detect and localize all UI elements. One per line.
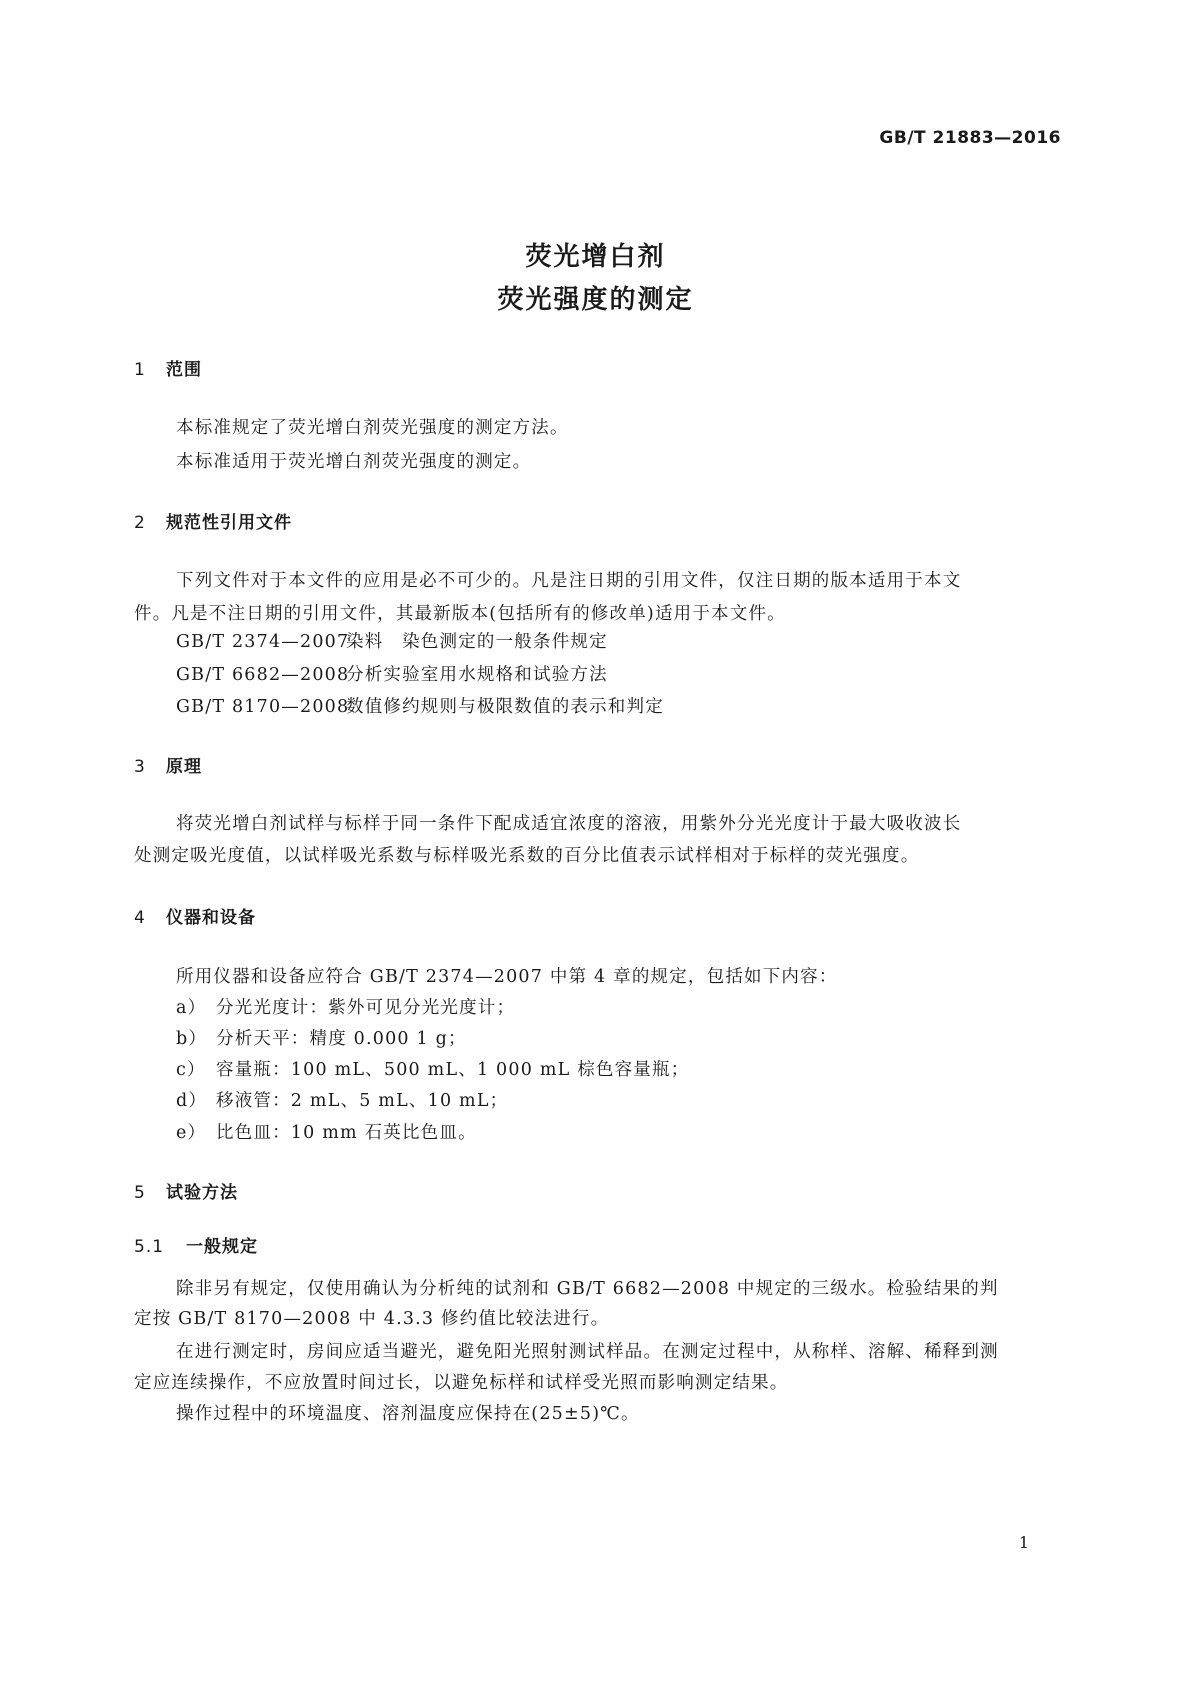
equipment-item — [176, 994, 515, 1019]
section-5-1-paragraph-3: 操作过程中的环境温度、溶剂温度应保持在(25±5)℃。 — [176, 1404, 640, 1424]
section-number: 5.1 — [134, 1237, 165, 1257]
equipment-item — [176, 1119, 477, 1144]
equipment-item — [176, 1056, 689, 1081]
item-text: 比色皿：10 mm 石英比色皿。 — [216, 1123, 477, 1143]
section-5-1-paragraph-1-line2: 定按 GB/T 8170—2008 中 4.3.3 修约值比较法进行。 — [134, 1309, 610, 1329]
section-number: 1 — [134, 360, 146, 380]
section-2-paragraph-line2: 件。凡是不注日期的引用文件，其最新版本(包括所有的修改单)适用于本文件。 — [134, 604, 786, 624]
reference-title: 数值修约规则与极限数值的表示和判定 — [346, 697, 664, 717]
section-title: 规范性引用文件 — [166, 513, 292, 533]
reference-item — [176, 693, 664, 718]
section-title: 试验方法 — [166, 1183, 238, 1203]
section-4-heading — [134, 903, 256, 928]
reference-title: 染料 染色测定的一般条件规定 — [346, 632, 608, 652]
item-text: 容量瓶：100 mL、500 mL、1 000 mL 棕色容量瓶； — [216, 1060, 690, 1080]
item-label: c） — [176, 1060, 206, 1080]
document-title-line2: 荧光强度的测定 — [497, 285, 694, 315]
section-number: 2 — [134, 513, 146, 533]
reference-code: GB/T 8170—2008 — [176, 697, 350, 717]
section-1-paragraph-2: 本标准适用于荧光增白剂荧光强度的测定。 — [176, 452, 532, 472]
document-title-line1: 荧光增白剂 — [525, 242, 666, 272]
reference-title: 分析实验室用水规格和试验方法 — [346, 665, 608, 685]
reference-item — [176, 661, 608, 686]
section-5-heading — [134, 1178, 238, 1203]
section-3-heading — [134, 752, 202, 777]
section-2-heading — [134, 508, 292, 533]
section-5-1-paragraph-2-line1: 在进行测定时，房间应适当避光，避免阳光照射测试样品。在测定过程中，从称样、溶解、稀释到测 — [176, 1342, 999, 1362]
item-text: 分光光度计：紫外可见分光光度计； — [216, 998, 516, 1018]
equipment-item — [176, 1087, 508, 1112]
page-number: 1 — [1018, 1533, 1029, 1552]
section-title: 范围 — [166, 360, 202, 380]
section-title: 原理 — [166, 757, 202, 777]
section-number: 3 — [134, 757, 146, 777]
reference-item — [176, 628, 608, 653]
section-title: 仪器和设备 — [166, 908, 256, 928]
section-title: 一般规定 — [186, 1237, 258, 1257]
section-1-paragraph-1: 本标准规定了荧光增白剂荧光强度的测定方法。 — [176, 418, 569, 438]
item-label: d） — [176, 1091, 208, 1111]
item-label: b） — [176, 1029, 208, 1049]
standard-number: GB/T 21883—2016 — [879, 128, 1061, 148]
item-label: a） — [176, 998, 207, 1018]
item-label: e） — [176, 1123, 207, 1143]
section-5-1-paragraph-2-line2: 定应连续操作，不应放置时间过长，以避免标样和试样受光照而影响测定结果。 — [134, 1373, 789, 1393]
section-1-heading — [134, 355, 202, 380]
section-4-intro: 所用仪器和设备应符合 GB/T 2374—2007 中第 4 章的规定，包括如下内容： — [176, 967, 838, 987]
section-3-paragraph-line1: 将荧光增白剂试样与标样于同一条件下配成适宜浓度的溶液，用紫外分光光度计于最大吸收波长 — [176, 814, 962, 834]
item-text: 分析天平：精度 0.000 1 g； — [216, 1029, 467, 1049]
section-2-paragraph-line1: 下列文件对于本文件的应用是必不可少的。凡是注日期的引用文件，仅注日期的版本适用于本文 — [176, 571, 962, 591]
section-number: 5 — [134, 1183, 146, 1203]
reference-code: GB/T 2374—2007 — [176, 632, 350, 652]
section-5-1-paragraph-1-line1: 除非另有规定，仅使用确认为分析纯的试剂和 GB/T 6682—2008 中规定的三级水。检验结果的判 — [176, 1279, 999, 1299]
reference-code: GB/T 6682—2008 — [176, 665, 350, 685]
section-number: 4 — [134, 908, 146, 928]
equipment-item — [176, 1025, 467, 1050]
item-text: 移液管：2 mL、5 mL、10 mL； — [216, 1091, 509, 1111]
section-5-1-heading — [134, 1232, 258, 1257]
section-3-paragraph-line2: 处测定吸光度值，以试样吸光系数与标样吸光系数的百分比值表示试样相对于标样的荧光强度。 — [134, 846, 920, 866]
